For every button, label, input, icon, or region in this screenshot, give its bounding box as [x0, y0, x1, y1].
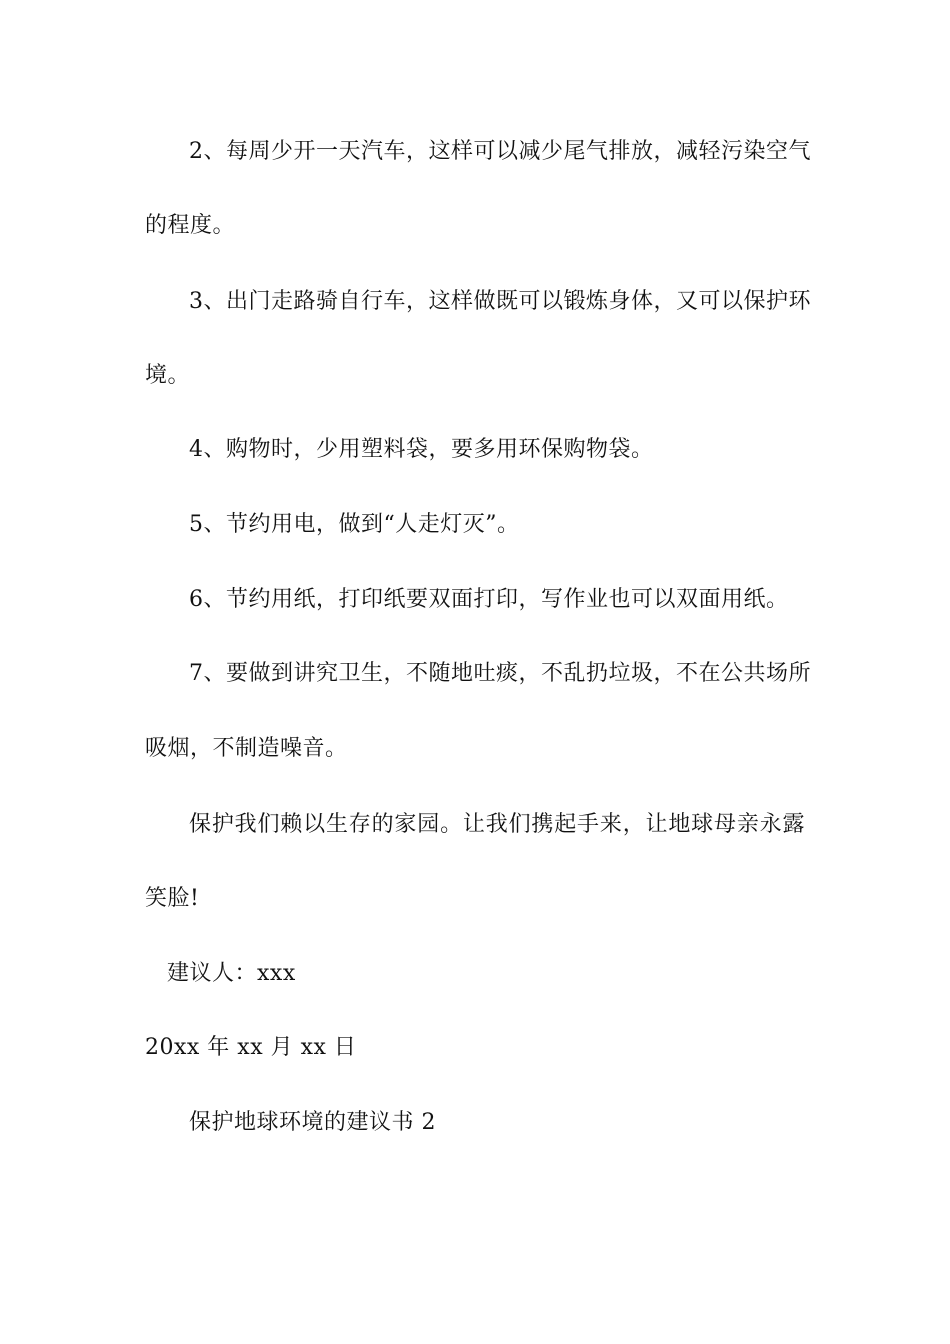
next-title: 保护地球环境的建议书 2 — [189, 1110, 436, 1135]
signer: 建议人：xxx — [167, 961, 296, 986]
closing-line-2: 笑脸! — [145, 886, 200, 911]
item-2-line-1: 2、每周少开一天汽车，这样可以减少尾气排放，减轻污染空气 — [189, 139, 811, 164]
item-3-line-2: 境。 — [145, 363, 191, 388]
date: 20xx 年 xx 月 xx 日 — [145, 1035, 357, 1060]
item-6: 6、节约用纸，打印纸要双面打印，写作业也可以双面用纸。 — [189, 587, 789, 612]
item-5: 5、节约用电，做到“人走灯灭”。 — [189, 512, 520, 537]
item-7-line-1: 7、要做到讲究卫生，不随地吐痰，不乱扔垃圾，不在公共场所 — [189, 661, 811, 686]
item-2-line-2: 的程度。 — [145, 213, 236, 238]
item-3-line-1: 3、出门走路骑自行车，这样做既可以锻炼身体，又可以保护环 — [189, 289, 811, 314]
item-4: 4、购物时，少用塑料袋，要多用环保购物袋。 — [189, 437, 654, 462]
closing-line-1: 保护我们赖以生存的家园。让我们携起手来，让地球母亲永露 — [189, 812, 805, 837]
item-7-line-2: 吸烟，不制造噪音。 — [145, 736, 348, 761]
